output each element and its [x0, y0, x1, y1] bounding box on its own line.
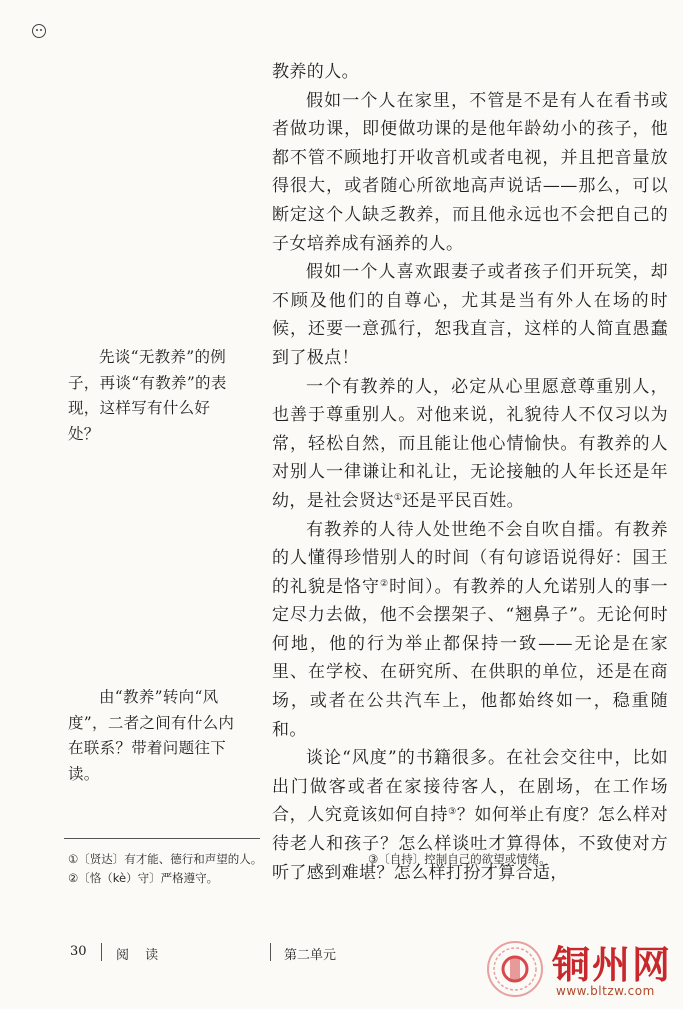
watermark-url: www.bltzw.com: [556, 984, 655, 998]
side-note-1: 先谈“无教养”的例子，再谈“有教养”的表现，这样写有什么好处？: [68, 348, 227, 443]
paragraph-1: 教养的人。: [272, 62, 359, 82]
paragraph-6-text-b: ？如何举止有度？怎么样对待老人和孩子？怎么样谈吐才算得体，不致使对方听了感到难堪？怎么样打扮才算合适，: [272, 805, 669, 883]
watermark-seal-icon: [486, 940, 544, 998]
watermark-name: 铜州网: [552, 943, 673, 987]
footer-section-label: 阅 读: [116, 948, 165, 963]
paragraph-3: 假如一个人喜欢跟妻子或者孩子们开玩笑，却不顾及他们的自尊心，尤其是当有外人在场的时候，还要一意孤行，恕我直言，这样的人简直愚蠢到了极点！: [272, 262, 668, 368]
footnote-1: ①〔贤达〕有才能、德行和声望的人。: [68, 852, 263, 866]
footnote-ref-1: ①: [393, 492, 403, 503]
paragraph-5-text-b: 时间）。有教养的人允诺别人的事一定尽力去做，他不会摆架子、“翘鼻子”。无论何时何地，他的行为举止都保持一致——无论是在家里、在学校、在研究所、在供职的单位，还是在商场，或者在公共汽车上，他都始终如一，稳重随和。: [272, 576, 669, 740]
paragraph-2: 假如一个人在家里，不管是不是有人在看书或者做功课，即便做功课的是他年龄幼小的孩子，他都不管不顾地打开收音机或者电视，并且把音量放得很大，或者随心所欲地高声说话——那么，可以断定这个人缺乏教养，而且他永远也不会把自己的子女培养成有涵养的人。: [272, 90, 668, 254]
footnote-3: ③〔自持〕控制自己的欲望或情绪。: [368, 852, 551, 866]
footnote-divider: [64, 838, 260, 839]
footer-divider: [270, 943, 271, 961]
paragraph-4-text-b: 还是平民百姓。: [402, 490, 525, 511]
page-number: 30: [70, 944, 87, 959]
watermark: [486, 934, 676, 1004]
paragraph-5-text-a: 有教养的人待人处世绝不会自吹自擂。有教养的人懂得珍惜别人的时间（有句谚语说得好：国王的礼貌是恪守: [272, 519, 668, 597]
footer-divider: [101, 943, 102, 961]
footnote-ref-3: ③: [448, 807, 457, 818]
side-note-2: 由“教养”转向“风度”，二者之间有什么内在联系？带着问题往下读。: [68, 688, 235, 783]
footnote-2: ②〔恪（kè）守〕严格遵守。: [68, 871, 219, 885]
corner-smiley-icon: [32, 24, 46, 38]
paragraph-5: [272, 516, 668, 745]
paragraph-6-text-a: 谈论“风度”的书籍很多。在社会交往中，比如出门做客或者在家接待客人，在剧场，在工作场合，人究竟该如何自持: [272, 748, 668, 826]
footer-unit-label: 第二单元: [284, 948, 337, 963]
paragraph-4-text-a: 一个有教养的人，必定从心里愿意尊重别人，也善于尊重别人。对他来说，礼貌待人不仅习以为常，轻松自然，而且能让他心情愉快。有教养的人对别人一律谦让和礼让，无论接触的人年长还是年幼，是社会贤达: [272, 376, 668, 511]
footnote-ref-2: ②: [380, 578, 390, 589]
main-text: [272, 58, 668, 887]
paragraph-4: [272, 373, 668, 516]
